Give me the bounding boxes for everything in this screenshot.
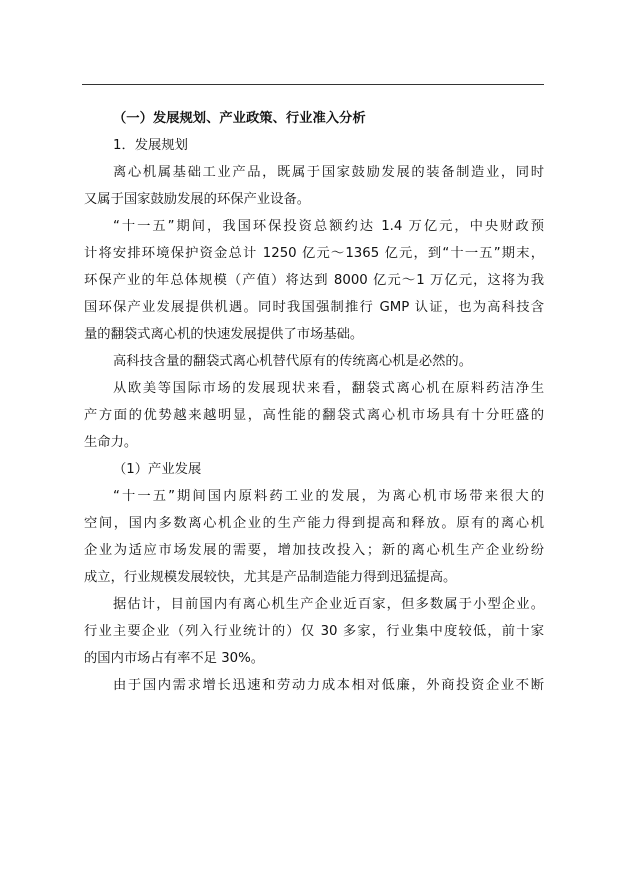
paragraph-line: 高科技含量的翻袋式离心机替代原有的传统离心机是必然的。	[113, 354, 473, 369]
paragraph-5	[84, 483, 544, 591]
paragraph-line: 行业主要企业（列入行业统计的）仅 30 多家，行业集中度较低，前十家	[84, 624, 544, 639]
paragraph-line: 又属于国家鼓励发展的环保产业设备。	[84, 192, 311, 207]
paragraph-line: “十一五”期间国内原料药工业的发展，为离心机市场带来很大的	[113, 489, 544, 504]
subheading-development-plan: 1．发展规划	[113, 138, 188, 153]
paragraph-1	[84, 159, 544, 213]
paragraph-3	[84, 348, 544, 375]
paragraph-2	[84, 213, 544, 348]
paragraph-line: 离心机属基础工业产品，既属于国家鼓励发展的装备制造业，同时	[113, 165, 544, 180]
paragraph-line: 由于国内需求增长迅速和劳动力成本相对低廉，外商投资企业不断	[113, 678, 544, 693]
section-heading: （一）发展规划、产业政策、行业准入分析	[113, 111, 366, 126]
document-body	[84, 105, 544, 699]
paragraph-line: 从欧美等国际市场的发展现状来看，翻袋式离心机在原料药洁净生	[113, 381, 544, 396]
paragraph-line: 国环保产业发展提供机遇。同时我国强制推行 GMP 认证，也为高科技含	[84, 300, 544, 315]
header-rule	[82, 84, 544, 85]
paragraph-line: 量的翻袋式离心机的快速发展提供了市场基础。	[84, 327, 364, 342]
paragraph-line: 空间，国内多数离心机企业的生产能力得到提高和释放。原有的离心机	[84, 516, 544, 531]
paragraph-6	[84, 591, 544, 672]
paragraph-line: 产方面的优势越来越明显，高性能的翻袋式离心机市场具有十分旺盛的	[84, 408, 544, 423]
subheading-industry-development: （1）产业发展	[113, 462, 202, 477]
paragraph-line: 计将安排环境保护资金总计 1250 亿元～1365 亿元，到“十一五”期末，	[84, 246, 544, 261]
paragraph-7	[84, 672, 544, 699]
paragraph-line: “十一五”期间，我国环保投资总额约达 1.4 万亿元，中央财政预	[113, 219, 544, 234]
paragraph-line: 生命力。	[84, 435, 138, 450]
paragraph-line: 环保产业的年总体规模（产值）将达到 8000 亿元～1 万亿元，这将为我	[84, 273, 544, 288]
paragraph-4	[84, 375, 544, 456]
paragraph-line: 成立，行业规模发展较快，尤其是产品制造能力得到迅猛提高。	[84, 570, 457, 585]
paragraph-line: 企业为适应市场发展的需要，增加技改投入；新的离心机生产企业纷纷	[84, 543, 544, 558]
paragraph-line: 据估计，目前国内有离心机生产企业近百家，但多数属于小型企业。	[113, 597, 544, 612]
paragraph-line: 的国内市场占有率不足 30%。	[84, 651, 265, 666]
